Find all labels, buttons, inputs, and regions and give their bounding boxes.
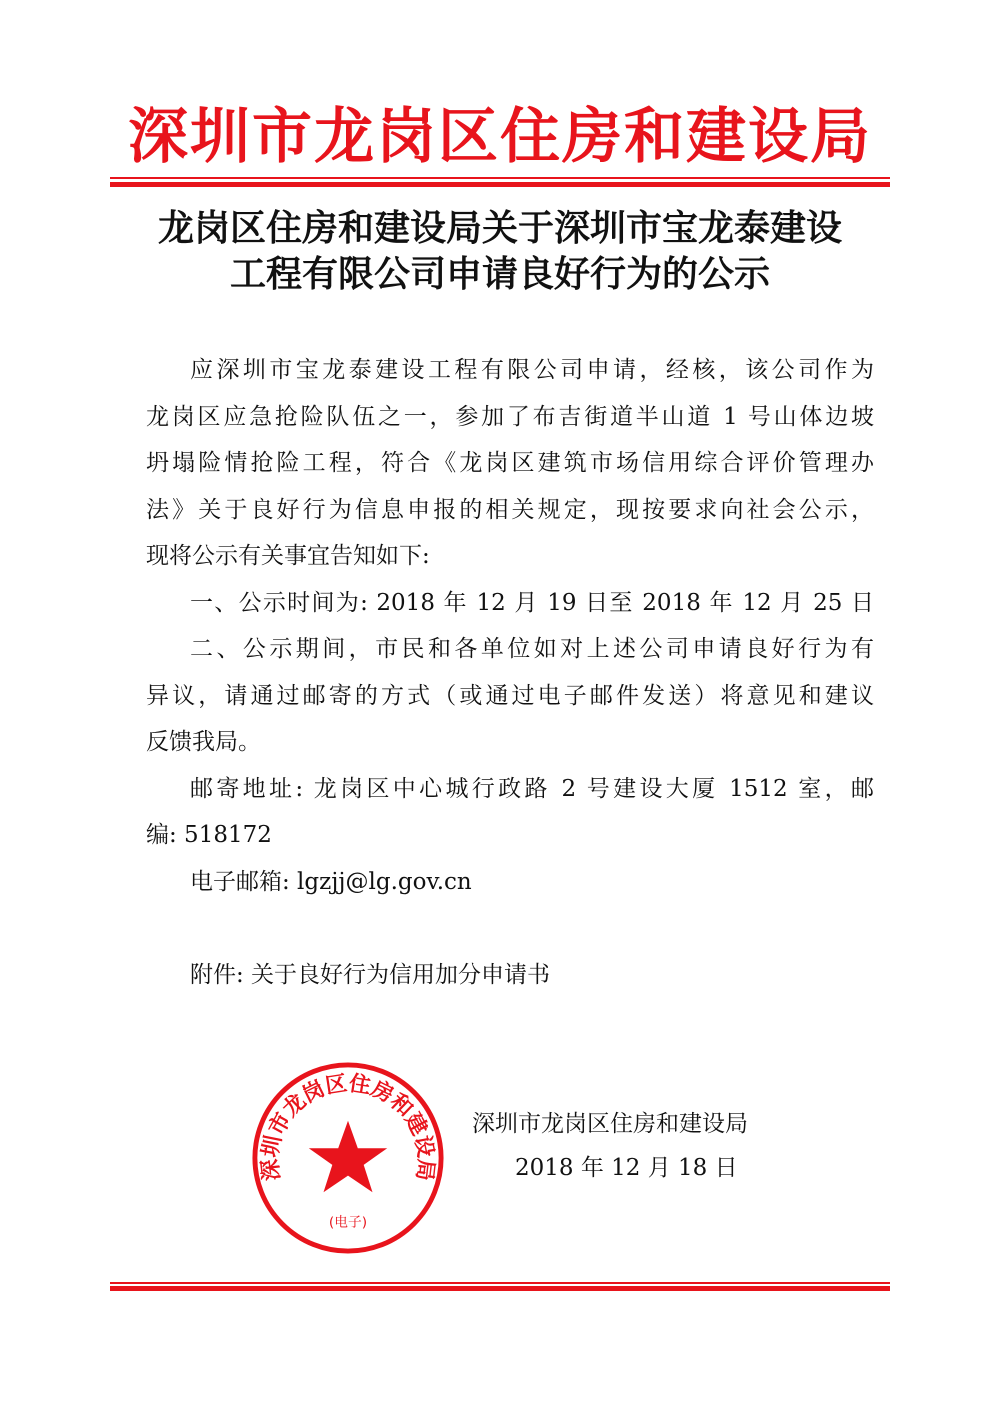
- footer-divider-thin: [110, 1282, 890, 1284]
- official-seal: [250, 1060, 446, 1256]
- body-line: 现将公示有关事宜告知如下:: [146, 543, 430, 569]
- letterhead-title: 深圳市龙岗区住房和建设局: [128, 102, 872, 172]
- publicity-period: 一、公示时间为: 2018 年 12 月 19 日至 2018 年 12 月 25 日: [190, 589, 874, 616]
- header-divider-thick: [110, 182, 890, 187]
- body-line: 坍塌险情抢险工程，符合《龙岗区建筑市场信用综合评价管理办: [146, 450, 874, 476]
- header-divider-thin: [110, 177, 890, 179]
- postal-code: 编: 518172: [146, 822, 272, 848]
- mailing-address: 邮寄地址: 龙岗区中心城行政路 2 号建设大厦 1512 室，邮: [190, 775, 874, 802]
- body-line: 应深圳市宝龙泰建设工程有限公司申请，经核，该公司作为: [190, 357, 874, 383]
- email-address: 电子邮箱: lgzjj@lg.gov.cn: [190, 868, 472, 895]
- body-line: 法》关于良好行为信息申报的相关规定，现按要求向社会公示，: [146, 496, 874, 523]
- document-title: [100, 206, 900, 298]
- title-line-1: 龙岗区住房和建设局关于深圳市宝龙泰建设: [157, 208, 842, 249]
- attachment: 附件: 关于良好行为信用加分申请书: [190, 961, 551, 988]
- signature-org: 深圳市龙岗区住房和建设局: [472, 1111, 748, 1137]
- seal-bottom-text: (电子): [328, 1214, 368, 1231]
- footer-divider-thick: [110, 1286, 890, 1291]
- seal-ring-text: 深圳市龙岗区住房和建设局: [257, 1071, 439, 1182]
- title-line-2: 工程有限公司申请良好行为的公示: [229, 254, 770, 295]
- spacer: [146, 905, 874, 952]
- document-body: [146, 347, 874, 998]
- body-line: 龙岗区应急抢险队伍之一，参加了布吉街道半山道 1 号山体边坡: [146, 403, 874, 430]
- body-line: 二、公示期间，市民和各单位如对上述公司申请良好行为有: [190, 636, 874, 662]
- body-line: 反馈我局。: [146, 729, 261, 755]
- signature-date: 2018 年 12 月 18 日: [515, 1155, 738, 1181]
- star-icon: [309, 1121, 387, 1193]
- body-line: 异议，请通过邮寄的方式（或通过电子邮件发送）将意见和建议: [146, 682, 874, 709]
